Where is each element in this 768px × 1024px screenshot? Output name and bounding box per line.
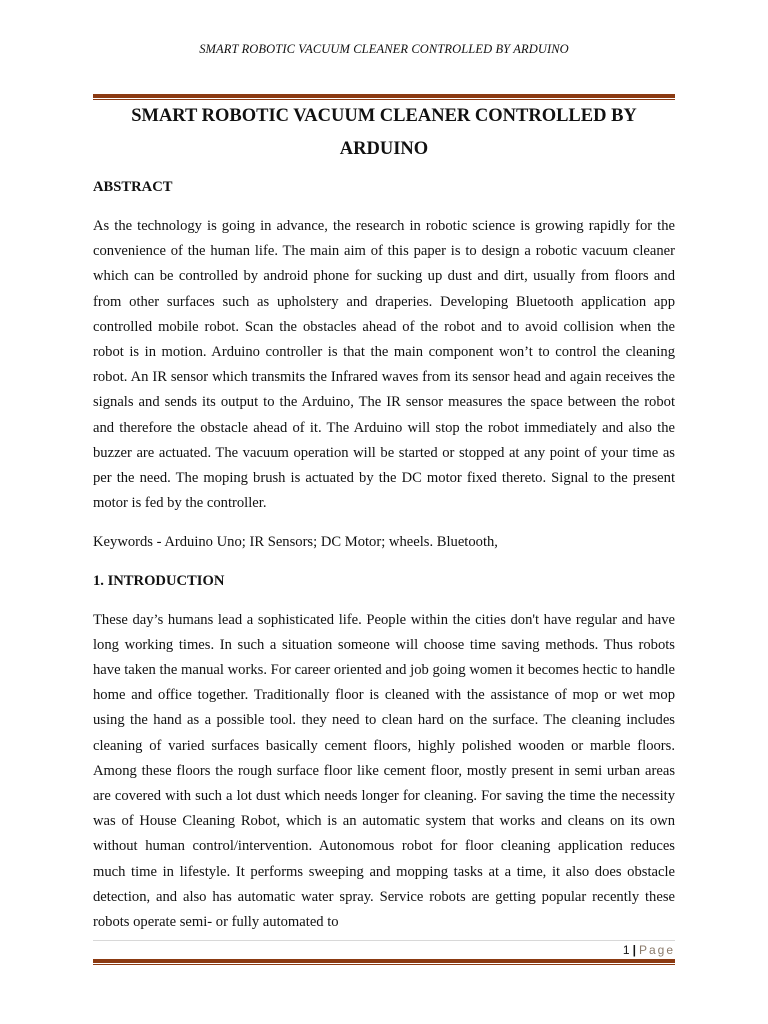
page-footer (623, 941, 675, 959)
introduction-paragraph: These day’s humans lead a sophisticated life. People within the cities don't have regular and have long working times. In such a situation someone will choose time saving methods. Thus robots have taken the manual works. For career oriented and job going women it becomes hectic to handle home and office together. Traditionally floor is cleaned with the assistance of mop or wet mop using the hand as a possible tool. they need to clean hard on the surface. The cleaning includes cleaning of varied surfaces basically cement floors, highly polished wooden or marble floors. Among these floors the rough surface floor like cement floor, mostly present in semi urban areas are covered with such a lot dust which needs longer for cleaning. For saving the time the necessity was of House Cleaning Robot, which is an automatic system that works and cleans on its own without human control/intervention. Autonomous robot for floor cleaning application reduces much time in lifestyle. It performs sweeping and mopping tasks at a time, it also does obstacle detection, and also has automatic water spray. Service robots are getting popular recently these robots operate semi- or fully automated to (93, 611, 675, 931)
page-separator: | (632, 943, 636, 957)
abstract-heading: ABSTRACT (93, 179, 173, 195)
title-rule-top (93, 94, 675, 98)
page-label: Page (638, 943, 675, 957)
footer-rule-thin (93, 964, 675, 965)
abstract-paragraph: As the technology is going in advance, the research in robotic science is growing rapidly for the convenience of the human life. The main aim of this paper is to design a robotic vacuum cleaner which can be controlled by android phone for sucking up dust and dirt, usually from floors and from other surfaces such as upholstery and draperies. Developing Bluetooth application app controlled mobile robot. Scan the obstacles ahead of the robot and to avoid collision when the robot is in motion. Arduino controller is that the main component won’t to control the cleaning robot. An IR sensor which transmits the Infrared waves from its sensor head and again receives the signals and sends its output to the Arduino, The IR sensor measures the space between the robot and therefore the obstacle ahead of it. The Arduino will stop the robot immediately and also the buzzer are actuated. The vacuum operation will be started or stopped at any point of your time as per the need. The moping brush is actuated by the DC motor fixed thereto. Signal to the present motor is fed by the controller. (93, 218, 675, 512)
footer-divider (93, 940, 675, 941)
document-title: SMART ROBOTIC VACUUM CLEANER CONTROLLED BY ARDUINO (131, 106, 637, 159)
running-header: SMART ROBOTIC VACUUM CLEANER CONTROLLED BY ARDUINO (199, 42, 569, 56)
document-body (93, 176, 675, 935)
keywords-line: Keywords - Arduino Uno; IR Sensors; DC Motor; wheels. Bluetooth, (93, 534, 498, 551)
page-number: 1 (622, 943, 630, 957)
introduction-heading: 1. INTRODUCTION (93, 572, 225, 589)
footer-rule-thick (93, 959, 675, 963)
